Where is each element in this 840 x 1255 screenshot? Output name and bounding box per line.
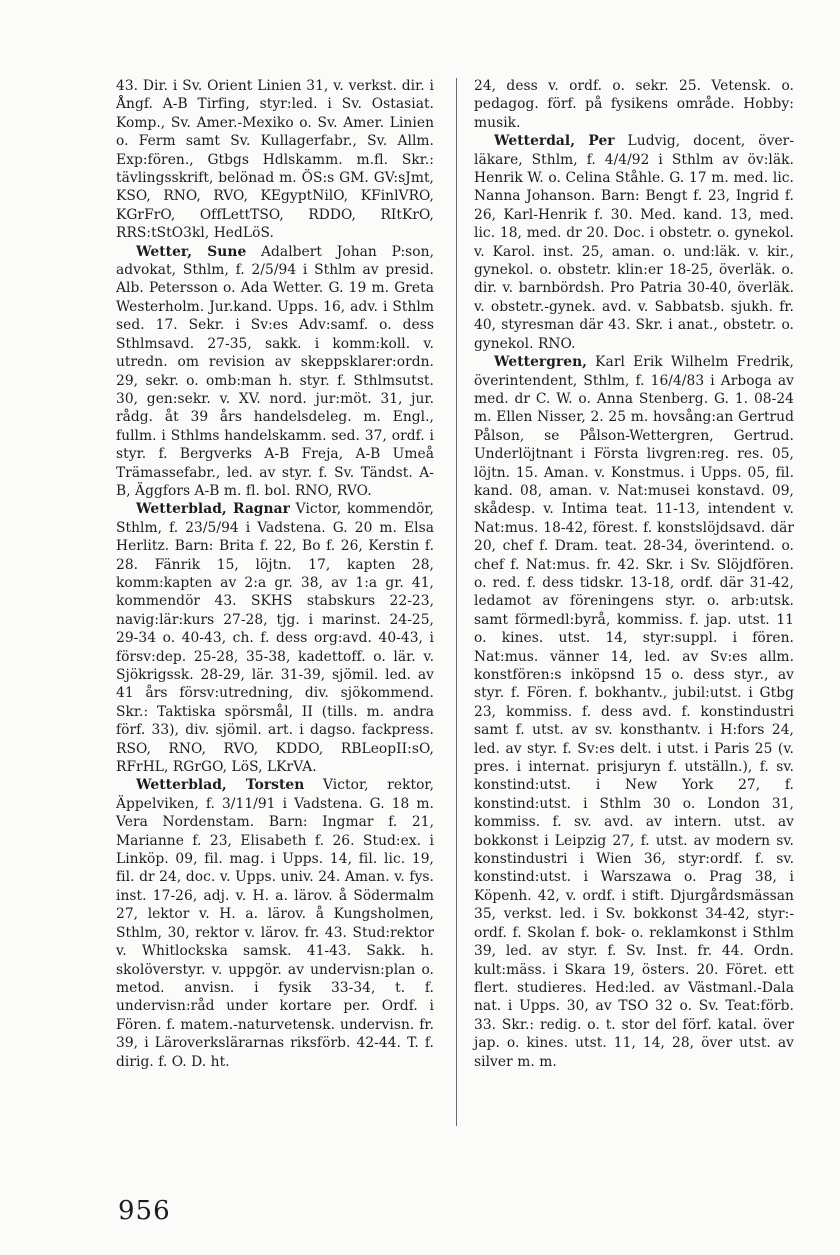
entry-name: Wettergren, xyxy=(494,354,588,371)
entry-text: Victor, kommendör, Sthlm, f. 23/5/94 i Vadstena. G. 20 m. Elsa Herlitz. Barn: Brita f. 22, Bo f. 26, Kerstin f. 28. Fänrik 15, löjtn. 17, kapten 28, komm:kapten av 2:a gr. 38, av 1:a gr. 41, kommendör 43. SKHS stabskurs 22-23, navig:lär:kurs 27-28, tjg. i marinst. 24-25, 29-34 o. 40-43, ch. f. dess org:avd. 40-43, i försv:dep. 25-28, 35-38, kadettoff. o. lär. v. Sjökrigssk. 28-29, lär. 31-39, sjömil. led. av 41 års försv:utredning, div. sjökommend. Skr.: Taktiska spörsmål, II (tills. m. andra förf. 33), div. sjömil. art. i dagso. fackpress. RSO, RNO, RVO, KDDO, RBLeopII:sO, RFrHL, RGrGO, LöS, LKrVA. xyxy=(116,501,434,776)
entry-wetterdal-per xyxy=(474,132,794,353)
entry-text: Victor, rektor, Äppelviken, f. 3/11/91 i Vadstena. G. 18 m. Vera Nordenstam. Barn: Ingmar f. 21, Marianne f. 23, Elisabeth f. 26. Stud:ex. i Linköp. 09, fil. mag. i Upps. 14, fil. lic. 19, fil. dr 24, doc. v. Upps. univ. 24. Aman. v. fys. inst. 17-26, adj. v. H. a. lärov. å Södermalm 27, lektor v. H. a. lärov. å Kungsholmen, Sthlm, 30, rektor v. lärov. fr. 43. Stud:rektor v. Whitlockska samsk. 41-43. Sakk. h. skolöverstyr. v. uppgör. av undervisn:plan o. metod. anvisn. i fysik 33-34, t. f. undervisn:råd under kortare per. Ordf. i Fören. f. matem.-naturvetensk. undervisn. fr. 39, i Läroverkslärarnas riksförb. 42-44. T. f. dirig. f. O. D. ht. xyxy=(116,777,435,1070)
left-column xyxy=(116,77,434,1071)
entry-text: Karl Erik Wilhelm Fredrik, överintendent, Sthlm, f. 16/4/83 i Arboga av med. dr C. W. o. Anna Stenberg. G. 1. 08-24 m. Ellen Nisser, 2. 25 m. hovsång:an Gertrud Pålson, se Pålson-Wettergren, Gertrud. Underlöjtnant i Första livgren:reg. res. 05, löjtn. 15. Aman. v. Konstmus. i Upps. 05, fil. kand. 08, aman. v. Nat:musei konstavd. 09, skådesp. v. Intima teat. 11-13, intendent v. Nat:mus. 18-42, förest. f. konstslöjdsavd. där 20, chef f. Dram. teat. 28-34, överintend. o. chef f. Nat:mus. fr. 42. Skr. i Sv. Slöjdfören. o. red. f. dess tidskr. 13-18, ordf. där 31-42, ledamot av föreningens styr. o. arb:utsk. samt förmedl:byrå, kommiss. f. jap. utst. 11 o. kines. utst. 14, styr:suppl. i fören. Nat:mus. vänner 14, led. av Sv:es allm. konstfören:s inköpsnd 15 o. dess styr., av styr. f. Fören. f. bokhantv., jubil:utst. i Gtbg 23, kommiss. f. dess avd. f. konstindustri samt f. utst. av sv. konsthantv. i H:fors 24, led. av styr. f. Sv:es delt. i utst. i Paris 25 (v. pres. i internat. prisjuryn f. utställn.), f. sv. konstind:utst. i New York 27, f. konstind:utst. i Sthlm 30 o. London 31, kommiss. f. sv. avd. av intern. utst. av bokkonst i Leipzig 27, f. utst. av modern sv. konstindustri i Wien 36, styr:ordf. f. sv. konstind:utst. i Warszawa o. Prag 38, i Köpenh. 42, v. ordf. i stift. Djurgårdsmässan 35, verkst. led. i Sv. bokkonst 34-42, styr:ordf. f. Skolan f. bok- o. reklamkonst i Sthlm 39, led. av styr. f. Sv. Inst. fr. 44. Ordn. kult:mäss. i Skara 19, östers. 20. Föret. ett flert. studieres. Hed:led. av Västmanl.-Dala nat. i Upps. 30, av TSO 32 o. Sv. Teat:förb. 33. Skr.: redig. o. t. stor del förf. katal. över jap. o. kines. utst. 11, 14, 28, över utst. av silver m. m. xyxy=(474,354,794,1070)
entry-text: 43. Dir. i Sv. Orient Linien 31, v. verkst. dir. i Ångf. A-B Tirfing, styr:led. i Sv. Ostasiat. Komp., Sv. Amer.-Mexiko o. Sv. Amer. Linien o. Ferm samt Sv. Kullagerfabr., Sv. Allm. Exp:fören., Gtbgs Hdlskamm. m.fl. Skr.: tävlingsskrift, belönad m. ÖS:s GM. GV:sJmt, KSO, RNO, RVO, KEgyptNilO, KFinlVRO, KGrFrO, OffLettTSO, RDDO, RItKrO, RRS:tStO3kl, HedLöS. xyxy=(116,78,434,242)
entry-text: Ludvig, docent, överläkare, Sthlm, f. 4/4/92 i Sthlm av öv:läk. Henrik W. o. Celina Ståhle. G. 17 m. med. lic. Nanna Johanson. Barn: Bengt f. 23, Ingrid f. 26, Karl-Henrik f. 30. Med. kand. 13, med. lic. 18, med. dr 20. Doc. i obstetr. o. gynekol. v. Karol. inst. 25, aman. o. und:läk. v. kir., gynekol. o. obstetr. klin:er 18-25, överläk. o. dir. v. barnbördsh. Pro Patria 30-40, överläk. v. obstetr.-gynek. avd. v. Sabbatsb. sjukh. fr. 40, styresman där 43. Skr. i anat., obstetr. o. gynekol. RNO. xyxy=(474,133,794,352)
right-column xyxy=(474,77,794,1071)
entry-text: Adalbert Johan P:son, advokat, Sthlm, f. 2/5/94 i Sthlm av presid. Alb. Petersson o. Ada Wetter. G. 19 m. Greta Westerholm. Jur.kand. Upps. 16, adv. i Sthlm sed. 17. Sekr. i Sv:es Adv:samf. o. dess Sthlmsavd. 27-35, sakk. i komm:koll. v. utredn. om revision av skeppsklarer:ordn. 29, sekr. o. omb:man h. styr. f. Sthlmsutst. 30, gen:sekr. v. XV. nord. jur:möt. 31, jur. rådg. åt 39 års handelsdeleg. m. Engl., fullm. i Sthlms handelskamm. sed. 37, ordf. i styr. f. Bergverks A-B Freja, A-B Umeå Trämassefabr., led. av styr. f. Sv. Tändst. A-B, Äggfors A-B m. fl. bol. RNO, RVO. xyxy=(116,243,435,499)
entry-continued xyxy=(474,77,794,132)
entry-wettergren-erik xyxy=(474,353,794,1071)
page-number: 956 xyxy=(118,1196,171,1226)
entry-name: Wetterblad, Torsten xyxy=(136,777,305,794)
entry-wetter-sune xyxy=(116,243,434,501)
entry-name: Wetter, Sune xyxy=(136,243,247,260)
entry-continued xyxy=(116,77,434,243)
entry-name: Wetterblad, Ragnar xyxy=(136,501,290,518)
entry-text: 24, dess v. ordf. o. sekr. 25. Vetensk. o. pedagog. förf. på fysikens område. Hobby: musik. xyxy=(474,78,794,131)
entry-wetterblad-ragnar xyxy=(116,500,434,776)
entry-wetterblad-torsten xyxy=(116,776,434,1071)
entry-name: Wetterdal, Per xyxy=(494,133,615,150)
column-divider xyxy=(456,78,457,1126)
